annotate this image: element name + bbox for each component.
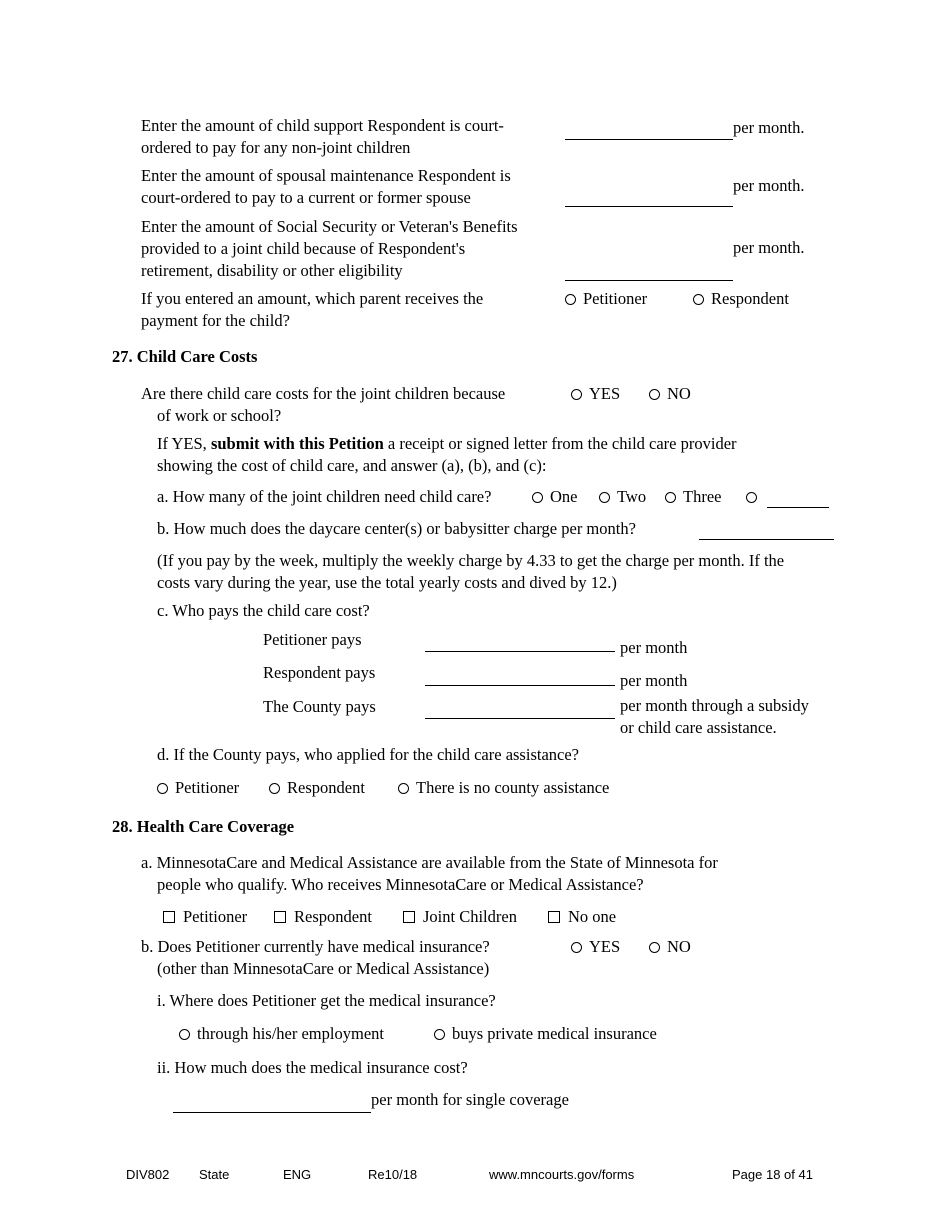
radio-circle-icon (649, 942, 660, 953)
s27-d-label: d. If the County pays, who applied for the child care assistance? (157, 745, 579, 764)
s27-question-line2: of work or school? (157, 406, 282, 425)
s27-c-respondent-field[interactable] (425, 685, 615, 686)
s28-ii-suffix: per month for single coverage (371, 1090, 569, 1109)
checkbox-square-icon (403, 911, 415, 923)
checkbox-square-icon (548, 911, 560, 923)
s28-b-line1: b. Does Petitioner currently have medical insurance? (141, 937, 490, 956)
row1-label-line2: ordered to pay for any non-joint children (141, 138, 411, 157)
s27-c-petitioner-suffix: per month (620, 638, 688, 657)
s27-d-respondent-radio[interactable]: Respondent (269, 777, 365, 799)
row4-petitioner-radio[interactable]: Petitioner (565, 288, 647, 310)
radio-circle-icon (571, 389, 582, 400)
row3-label-line1: Enter the amount of Social Security or Veteran's Benefits (141, 217, 518, 236)
s28-b-yes-radio[interactable]: YES (571, 936, 620, 958)
s27-note-line1: (If you pay by the week, multiply the weekly charge by 4.33 to get the charge per month. If the (157, 551, 785, 570)
row2-suffix: per month. (733, 176, 805, 195)
radio-circle-icon (693, 294, 704, 305)
footer-state: State (199, 1167, 230, 1182)
row4-label-line1: If you entered an amount, which parent receives the (141, 289, 484, 308)
radio-circle-icon (649, 389, 660, 400)
s28-ii-label: ii. How much does the medical insurance cost? (157, 1058, 468, 1077)
s28-a-no-one-checkbox[interactable]: No one (548, 906, 616, 928)
s27-if-yes-line2: showing the cost of child care, and answer (a), (b), and (c): (157, 456, 547, 475)
s27-a-three-radio[interactable]: Three (665, 486, 721, 508)
s28-a-respondent-checkbox[interactable]: Respondent (274, 906, 372, 928)
s28-a-line2: people who qualify. Who receives MinnesotaCare or Medical Assistance? (157, 875, 644, 894)
s27-a-one-radio[interactable]: One (532, 486, 578, 508)
s27-note-line2: costs vary during the year, use the total yearly costs and dived by 12.) (157, 573, 617, 592)
s28-i-label: i. Where does Petitioner get the medical insurance? (157, 991, 496, 1010)
s27-c-county-label: The County pays (263, 697, 376, 716)
s27-yes-radio[interactable]: YES (571, 383, 620, 405)
s28-ii-amount-field[interactable] (173, 1112, 371, 1113)
section-27-title: 27. Child Care Costs (112, 347, 258, 366)
s27-a-label: a. How many of the joint children need child care? (157, 487, 492, 506)
row4-respondent-radio[interactable]: Respondent (693, 288, 789, 310)
s27-b-label: b. How much does the daycare center(s) or babysitter charge per month? (157, 519, 636, 538)
s27-if-yes-line1: If YES, submit with this Petition a receipt or signed letter from the child care provider (157, 434, 737, 453)
s27-c-county-suffix2: or child care assistance. (620, 718, 777, 737)
s27-c-petitioner-field[interactable] (425, 651, 615, 652)
s27-c-county-field[interactable] (425, 718, 615, 719)
s28-b-line2: (other than MinnesotaCare or Medical Assistance) (157, 959, 490, 978)
row3-label-line2: provided to a joint child because of Respondent's (141, 239, 466, 258)
row3-suffix: per month. (733, 238, 805, 257)
radio-circle-icon (398, 783, 409, 794)
row2-label-line1: Enter the amount of spousal maintenance Respondent is (141, 166, 511, 185)
radio-circle-icon (571, 942, 582, 953)
row1-amount-field[interactable] (565, 139, 733, 140)
s27-c-petitioner-label: Petitioner pays (263, 630, 362, 649)
s27-b-amount-field[interactable] (699, 539, 834, 540)
footer-url[interactable]: www.mncourts.gov/forms (489, 1167, 635, 1182)
radio-circle-icon (565, 294, 576, 305)
radio-circle-icon (157, 783, 168, 794)
row2-label-line2: court-ordered to pay to a current or former spouse (141, 188, 471, 207)
s27-d-none-radio[interactable]: There is no county assistance (398, 777, 609, 799)
s28-i-employment-radio[interactable]: through his/her employment (179, 1023, 384, 1045)
s27-d-petitioner-radio[interactable]: Petitioner (157, 777, 239, 799)
s27-c-respondent-suffix: per month (620, 671, 688, 690)
s27-a-two-radio[interactable]: Two (599, 486, 646, 508)
s28-i-private-radio[interactable]: buys private medical insurance (434, 1023, 657, 1045)
section-28-title: 28. Health Care Coverage (112, 817, 295, 836)
s27-question-line1: Are there child care costs for the joint children because (141, 384, 506, 403)
footer-page-number: Page 18 of 41 (732, 1167, 813, 1182)
footer-revision: Re10/18 (368, 1167, 418, 1182)
s27-c-respondent-label: Respondent pays (263, 663, 376, 682)
s27-a-other-field[interactable] (767, 507, 829, 508)
s28-a-petitioner-checkbox[interactable]: Petitioner (163, 906, 247, 928)
s27-no-radio[interactable]: NO (649, 383, 691, 405)
row3-amount-field[interactable] (565, 280, 733, 281)
radio-circle-icon (746, 492, 757, 503)
footer-language: ENG (283, 1167, 312, 1182)
s28-a-line1: a. MinnesotaCare and Medical Assistance are available from the State of Minnesota for (141, 853, 718, 872)
checkbox-square-icon (163, 911, 175, 923)
s27-a-other-radio[interactable] (746, 486, 764, 508)
s27-c-county-suffix: per month through a subsidy (620, 696, 809, 715)
row3-label-line3: retirement, disability or other eligibility (141, 261, 403, 280)
radio-circle-icon (532, 492, 543, 503)
radio-circle-icon (665, 492, 676, 503)
row2-amount-field[interactable] (565, 206, 733, 207)
s28-b-no-radio[interactable]: NO (649, 936, 691, 958)
radio-circle-icon (599, 492, 610, 503)
radio-circle-icon (179, 1029, 190, 1040)
checkbox-square-icon (274, 911, 286, 923)
row4-label-line2: payment for the child? (141, 311, 290, 330)
row1-suffix: per month. (733, 118, 805, 137)
footer-form-number: DIV802 (126, 1167, 170, 1182)
radio-circle-icon (434, 1029, 445, 1040)
s27-c-label: c. Who pays the child care cost? (157, 601, 370, 620)
row1-label-line1: Enter the amount of child support Respondent is court- (141, 116, 504, 135)
s28-a-joint-children-checkbox[interactable]: Joint Children (403, 906, 517, 928)
radio-circle-icon (269, 783, 280, 794)
